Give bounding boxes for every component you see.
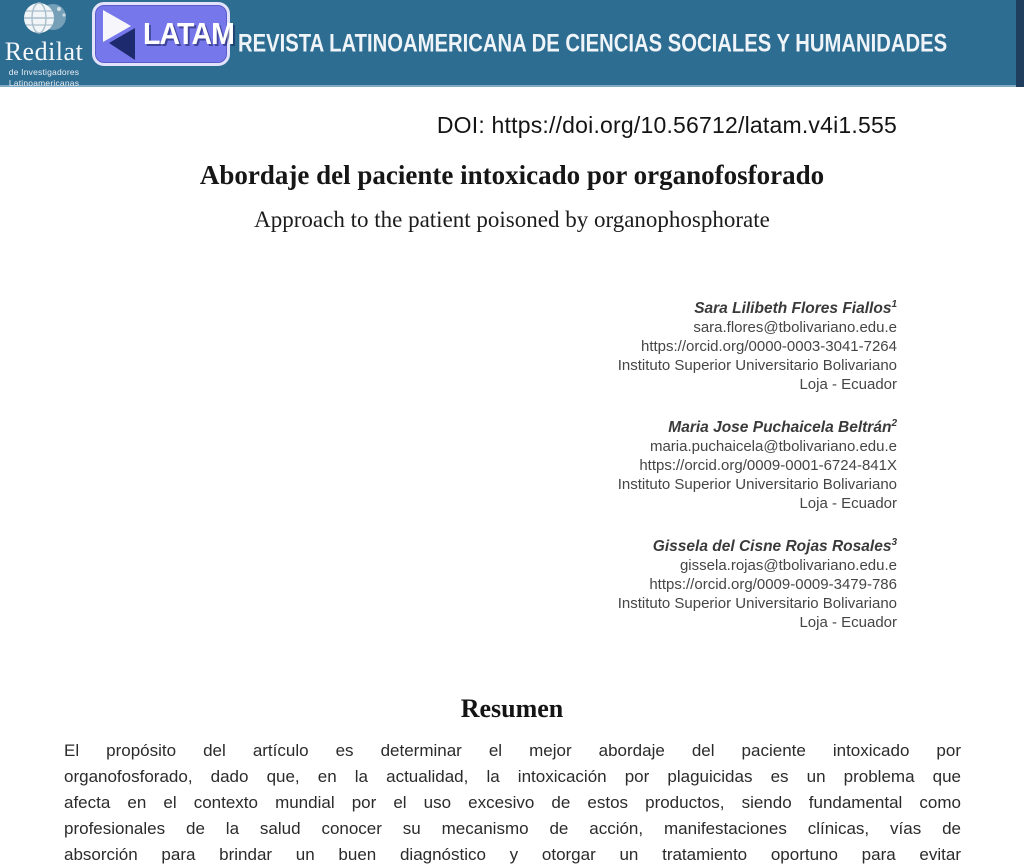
- author-block-3: [0, 533, 897, 632]
- author-block-2: [0, 414, 897, 513]
- redilat-logo: [0, 1, 104, 87]
- author-email[interactable]: maria.puchaicela@tbolivariano.edu.e: [649, 438, 897, 456]
- doi-line[interactable]: DOI: https://doi.org/10.56712/latam.v4i1.555: [436, 112, 897, 138]
- author-superscript: 1: [891, 299, 897, 310]
- abstract-line: afecta en el contexto mundial por el uso excesivo de estos productos, siendo fundamental como: [64, 793, 961, 812]
- author-orcid[interactable]: https://orcid.org/0009-0009-3479-786: [649, 576, 897, 594]
- abstract-line: profesionales de la salud conocer su mecanismo de acción, manifestaciones clínicas, vías de: [64, 819, 961, 838]
- abstract-paragraph: [64, 738, 961, 868]
- author-location: Loja - Ecuador: [799, 495, 897, 513]
- authors-section: [0, 295, 1024, 652]
- article-title-en: Approach to the patient poisoned by organophosphorate: [254, 207, 770, 232]
- redilat-wordmark: Redilat: [4, 37, 84, 66]
- abstract-line-clipped: absorción para brindar un buen diagnóstico y otorgar un tratamiento oportuno para evitar: [64, 845, 961, 864]
- author-name: [0, 533, 897, 556]
- globe-icon: [17, 1, 71, 41]
- journal-title: REVISTA LATINOAMERICANA DE CIENCIAS SOCIALES Y HUMANIDADES: [238, 29, 948, 58]
- author-email[interactable]: sara.flores@tbolivariano.edu.e: [693, 319, 897, 337]
- author-location: Loja - Ecuador: [799, 614, 897, 632]
- author-block-1: [0, 295, 897, 394]
- play-triangles-icon: [97, 6, 147, 62]
- article-title-es: Abordaje del paciente intoxicado por organofosforado: [199, 160, 825, 190]
- author-superscript: 3: [891, 537, 897, 549]
- redilat-tagline-line2: Latinoamericanas: [8, 77, 80, 88]
- author-name-text: Sara Lilibeth Flores Fiallos: [694, 300, 892, 318]
- latam-logo: [92, 2, 234, 66]
- author-orcid[interactable]: https://orcid.org/0009-0001-6724-841X: [639, 457, 897, 475]
- author-name-text: Maria Jose Puchaicela Beltrán: [668, 419, 892, 437]
- author-name-text: Gissela del Cisne Rojas Rosales: [652, 538, 892, 556]
- author-affiliation: Instituto Superior Universitario Bolivariano: [617, 357, 897, 375]
- author-location: Loja - Ecuador: [799, 376, 897, 394]
- abstract-line: organofosforado, dado que, en la actualidad, la intoxicación por plaguicidas es un problema que: [64, 767, 961, 786]
- redilat-tagline-line1: de Investigadores: [8, 66, 80, 77]
- latam-wordmark: LATAM: [143, 16, 234, 51]
- abstract-line: El propósito del artículo es determinar el mejor abordaje del paciente intoxicado por: [64, 741, 961, 760]
- author-name: [0, 295, 897, 318]
- author-orcid[interactable]: https://orcid.org/0000-0003-3041-7264: [640, 338, 897, 356]
- band-right-edge-strip: [1016, 0, 1024, 87]
- author-superscript: 2: [891, 418, 897, 430]
- author-name: [0, 414, 897, 437]
- author-affiliation: Instituto Superior Universitario Bolivariano: [617, 476, 897, 494]
- journal-header-band: [0, 0, 1024, 87]
- author-affiliation: Instituto Superior Universitario Bolivariano: [617, 595, 897, 613]
- author-email[interactable]: gissela.rojas@tbolivariano.edu.e: [679, 557, 897, 575]
- abstract-heading: Resumen: [460, 694, 564, 723]
